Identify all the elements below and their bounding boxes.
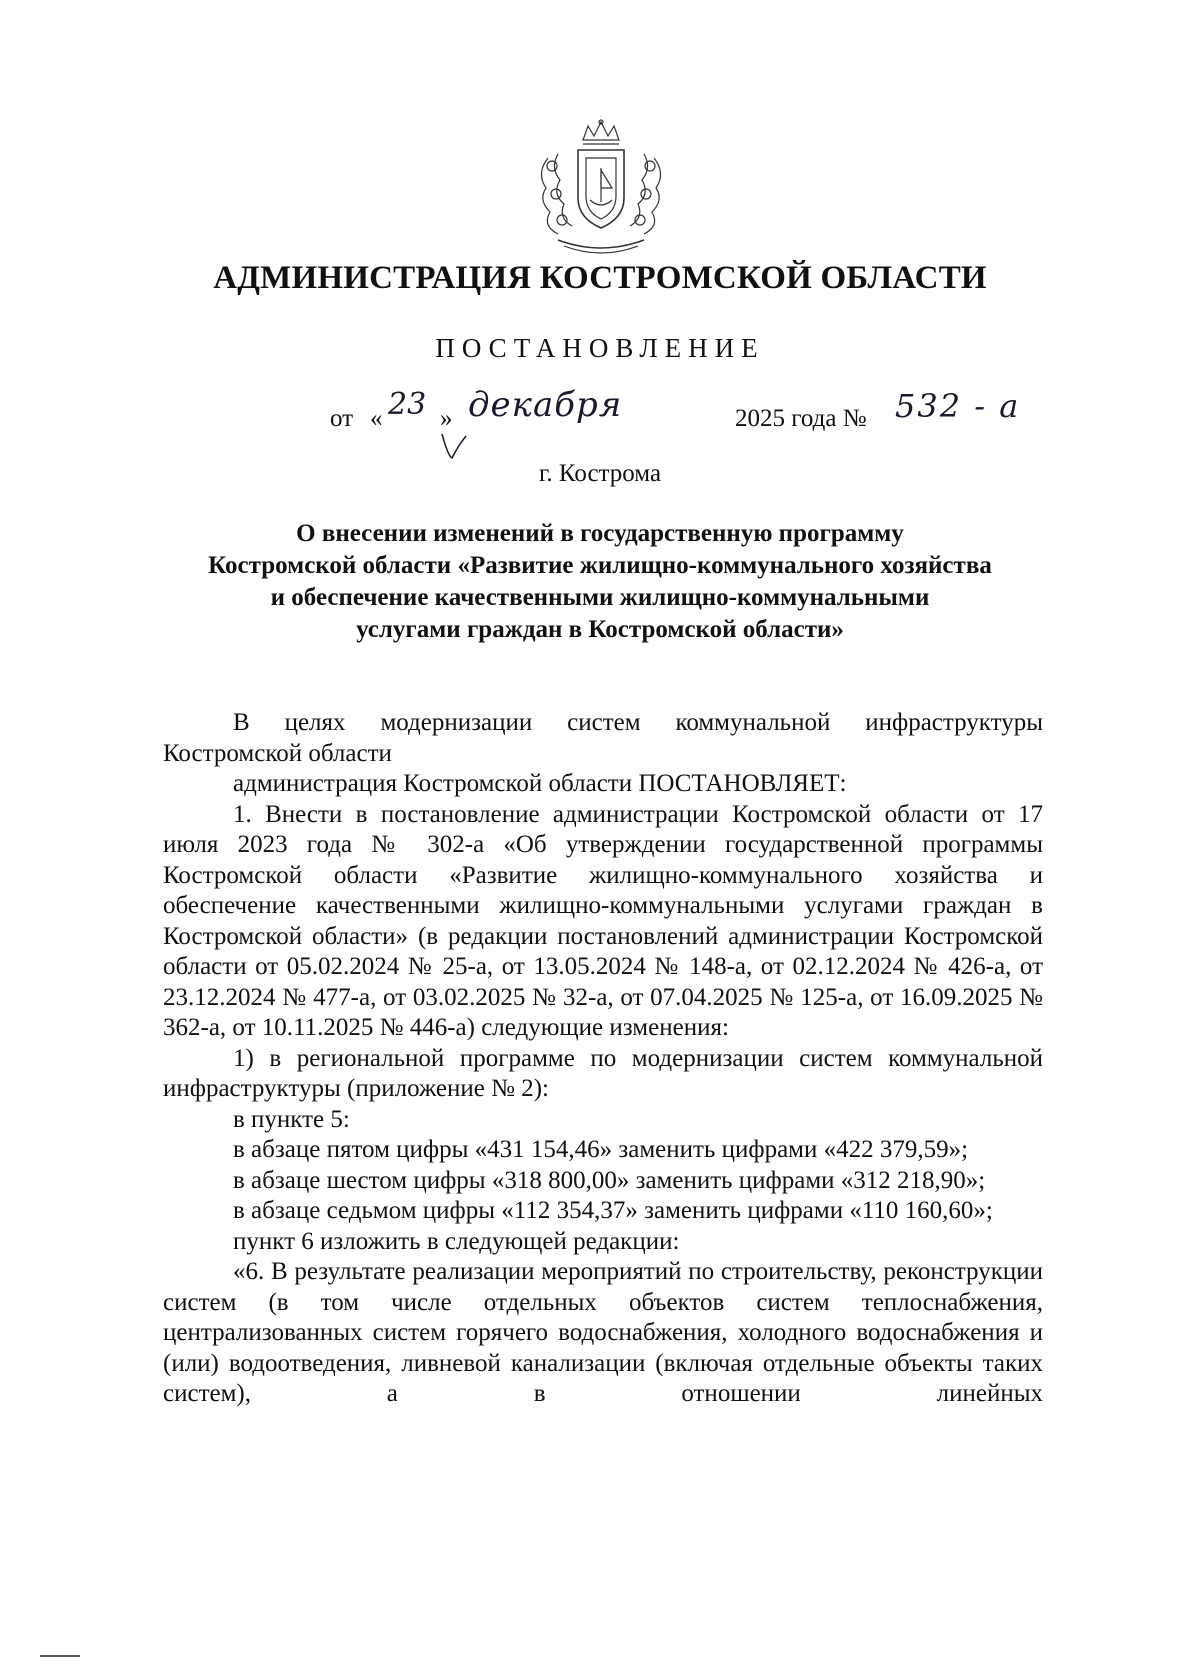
body-paragraph: 1. Внести в постановление администрации Костромской области от 17 июля 2023 года № 302-а «Об утверждении государственной программы Костромской области «Развитие жилищно-коммунального хозяйства и обеспечение качественными жилищно-коммунальными услугами граждан в Костромской области» (в редакции постановлений администрации Костромской области от 05.02.2024 № 25-а, от 13.05.2024 № 148-а, от 02.12.2024 № 426-а, от 23.12.2024 № 477-а, от 03.02.2025 № 32-а, от 07.04.2025 № 125-а, от 16.09.2025 № 362-а, от 10.11.2025 № 446-а) следующие изменения: bbox=[163, 800, 1043, 1041]
coat-of-arms-emblem bbox=[528, 118, 674, 258]
handwritten-number: 532 - а bbox=[895, 387, 1021, 425]
heading-line: Костромской области «Развитие жилищно-коммунального хозяйства bbox=[208, 552, 992, 579]
body-paragraph: В целях модернизации систем коммунальной инфраструктуры Костромской области bbox=[163, 709, 1043, 767]
heading-line: и обеспечение качественными жилищно-коммунальными bbox=[270, 584, 930, 611]
body-paragraph: пункт 6 изложить в следующей редакции: bbox=[233, 1227, 680, 1255]
date-prefix: от bbox=[330, 405, 354, 432]
handwritten-month: декабря bbox=[468, 385, 623, 425]
date-line bbox=[0, 385, 1200, 455]
body-paragraph: в абзаце седьмом цифры «112 354,37» заменить цифрами «110 160,60»; bbox=[233, 1197, 993, 1224]
body-paragraph: администрация Костромской области ПОСТАНОВЛЯЕТ: bbox=[233, 770, 847, 797]
heading-line: О внесении изменений в государственную программу bbox=[296, 520, 904, 547]
document-type: ПОСТАНОВЛЕНИЕ bbox=[435, 333, 765, 363]
body-paragraph: в пункте 5: bbox=[233, 1105, 350, 1133]
body-paragraph: 1) в региональной программе по модернизации систем коммунальной инфраструктуры (приложение № 2): bbox=[163, 1044, 1043, 1102]
body-paragraph: в абзаце пятом цифры «431 154,46» заменить цифрами «422 379,59»; bbox=[233, 1136, 969, 1163]
city-name: г. Кострома bbox=[538, 460, 662, 487]
document-body bbox=[163, 708, 1043, 1410]
handwritten-day: 23 bbox=[388, 387, 427, 422]
heading-line: услугами граждан в Костромской области» bbox=[356, 616, 844, 643]
body-paragraph: в абзаце шестом цифры «318 800,00» заменить цифрами «312 218,90»; bbox=[233, 1166, 986, 1194]
body-paragraph: «6. В результате реализации мероприятий по строительству, реконструкции систем (в том числе отдельных объектов систем теплоснабжения, централизованных систем горячего водоснабжения, холодного водоснабжения и (или) водоотведения, ливневой канализации (включая отдельные объекты таких систем), а в отношении линейных bbox=[163, 1258, 1043, 1407]
handwriting-stroke bbox=[440, 432, 470, 462]
year-text: 2025 года № bbox=[735, 405, 867, 432]
quote-close: » bbox=[440, 405, 453, 432]
quote-open: « bbox=[370, 405, 383, 432]
organization-title: АДМИНИСТРАЦИЯ КОСТРОМСКОЙ ОБЛАСТИ bbox=[213, 260, 987, 296]
scan-edge-mark bbox=[40, 1655, 80, 1657]
document-heading bbox=[150, 518, 1050, 646]
